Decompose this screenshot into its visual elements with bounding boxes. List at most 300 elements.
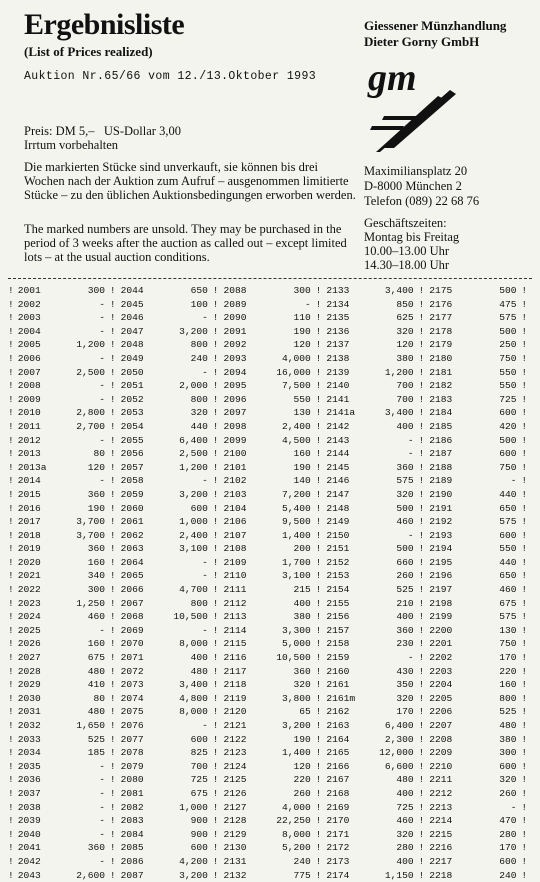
- company-name-line2: Dieter Gorny GmbH: [364, 34, 480, 49]
- lot-number: 2176: [429, 298, 453, 310]
- column-separator: !: [315, 869, 322, 881]
- column-separator: !: [418, 815, 425, 827]
- column-separator: !: [212, 597, 219, 609]
- column-separator: !: [212, 584, 219, 596]
- lot-number: 2020: [17, 556, 41, 568]
- column-separator: !: [212, 815, 219, 827]
- lot-number: 2137: [326, 339, 350, 351]
- column-separator: !: [212, 706, 219, 718]
- lot-number: 2152: [326, 556, 350, 568]
- table-row: [8, 814, 532, 828]
- lot-price: 4,800: [179, 692, 208, 704]
- lot-price: 440: [499, 488, 517, 500]
- lot-number: 2192: [429, 516, 453, 528]
- company-address: [364, 164, 479, 209]
- column-separator: !: [109, 529, 116, 541]
- table-row: [8, 379, 532, 393]
- column-separator: !: [521, 339, 528, 351]
- column-separator: !: [212, 488, 219, 500]
- lot-number: 2185: [429, 420, 453, 432]
- column-separator: !: [109, 665, 116, 677]
- column-separator: !: [315, 434, 322, 446]
- lot-number: 2073: [120, 679, 144, 691]
- lot-price: 575: [499, 516, 517, 528]
- column-separator: !: [521, 760, 528, 772]
- column-separator: !: [212, 461, 219, 473]
- lot-price: 600: [190, 733, 208, 745]
- lot-number: 2198: [429, 597, 453, 609]
- lot-price: 750: [499, 638, 517, 650]
- row-border-left: !: [8, 611, 14, 623]
- column-separator: !: [418, 774, 425, 786]
- column-separator: !: [212, 380, 219, 392]
- lot-price: 1,700: [282, 556, 311, 568]
- lot-price: 280: [396, 842, 414, 854]
- lot-price: -: [202, 720, 208, 731]
- hours-label: Geschäftszeiten:: [364, 216, 447, 230]
- row-border-left: !: [8, 352, 14, 364]
- lot-number: 2045: [120, 298, 144, 310]
- table-row: [8, 352, 532, 366]
- lot-price: -: [99, 760, 106, 772]
- column-separator: !: [212, 339, 219, 351]
- row-border-left: !: [8, 285, 14, 296]
- column-separator: !: [109, 801, 116, 813]
- table-row: [8, 719, 532, 733]
- lot-number: 2206: [429, 706, 453, 718]
- lot-price: 480: [190, 665, 208, 677]
- column-separator: !: [212, 652, 219, 664]
- lot-number: 2211: [429, 774, 453, 786]
- lot-number: 2218: [429, 869, 453, 881]
- row-border-left: !: [8, 706, 14, 718]
- lot-number: 2068: [120, 611, 144, 623]
- lot-number: 2084: [120, 828, 144, 840]
- lot-number: 2122: [223, 733, 247, 745]
- lot-number: 2186: [429, 434, 453, 446]
- price-line: Preis: DM 5,– US-Dollar 3,00: [24, 124, 181, 138]
- lot-price: 6,400: [179, 434, 208, 446]
- lot-number: 2159: [326, 652, 350, 664]
- row-border-left: !: [8, 842, 14, 854]
- column-separator: !: [315, 733, 322, 745]
- lot-number: 2070: [120, 638, 144, 650]
- lot-number: 2193: [429, 529, 453, 541]
- lot-number: 2141: [326, 393, 350, 405]
- lot-price: 2,400: [179, 529, 208, 541]
- lot-number: 2209: [429, 747, 453, 759]
- lot-number: 2172: [326, 842, 350, 854]
- row-border-left: !: [8, 570, 14, 582]
- row-border-left: !: [8, 665, 14, 677]
- lot-number: 2102: [223, 475, 247, 487]
- lot-price: 4,000: [282, 352, 311, 364]
- column-separator: !: [212, 611, 219, 623]
- lot-number: 2181: [429, 366, 453, 378]
- column-separator: !: [521, 638, 528, 650]
- lot-price: -: [407, 448, 414, 460]
- lot-number: 2072: [120, 665, 144, 677]
- column-separator: !: [418, 597, 425, 609]
- lot-price: 525: [499, 706, 517, 718]
- lot-number: 2034: [17, 747, 41, 759]
- lot-number: 2167: [326, 774, 350, 786]
- column-separator: !: [315, 475, 322, 487]
- lot-price: 650: [499, 570, 517, 582]
- column-separator: !: [212, 760, 219, 772]
- column-separator: !: [212, 733, 219, 745]
- lot-price: 200: [293, 543, 311, 555]
- lot-price: 575: [499, 611, 517, 623]
- lot-number: 2063: [120, 543, 144, 555]
- lot-number: 2169: [326, 801, 350, 813]
- column-separator: !: [212, 516, 219, 528]
- column-separator: !: [109, 652, 116, 664]
- column-separator: !: [109, 774, 116, 786]
- lot-number: 2098: [223, 420, 247, 432]
- lot-number: 2165: [326, 747, 350, 759]
- column-separator: !: [109, 570, 116, 582]
- lot-price: 340: [87, 570, 106, 582]
- column-separator: !: [418, 570, 425, 582]
- lot-price: 300: [87, 285, 106, 296]
- table-row: [8, 869, 532, 882]
- column-separator: !: [418, 312, 425, 324]
- lot-number: 2057: [120, 461, 144, 473]
- row-border-left: !: [8, 393, 14, 405]
- lot-price: 1,200: [76, 339, 106, 351]
- column-separator: !: [315, 420, 322, 432]
- lot-number: 2144: [326, 448, 350, 460]
- lot-price: 80: [93, 448, 106, 460]
- lot-number: 2182: [429, 380, 453, 392]
- column-separator: !: [521, 842, 528, 854]
- lot-price: 3,200: [179, 325, 208, 337]
- column-separator: !: [212, 855, 219, 867]
- table-row: [8, 583, 532, 597]
- column-separator: !: [109, 448, 116, 460]
- row-border-left: !: [8, 488, 14, 500]
- column-separator: !: [418, 298, 425, 310]
- column-separator: !: [418, 516, 425, 528]
- lot-number: 2076: [120, 720, 144, 731]
- lot-price: 700: [190, 760, 208, 772]
- lot-price: 210: [396, 597, 414, 609]
- lot-price: 430: [396, 665, 414, 677]
- column-separator: !: [315, 339, 322, 351]
- lot-number: 2114: [223, 624, 247, 636]
- lot-number: 2044: [120, 285, 144, 296]
- lot-price: 170: [499, 652, 517, 664]
- column-separator: !: [521, 393, 528, 405]
- lot-number: 2128: [223, 815, 247, 827]
- column-separator: !: [521, 611, 528, 623]
- column-separator: !: [109, 461, 116, 473]
- column-separator: !: [418, 380, 425, 392]
- column-separator: !: [212, 352, 219, 364]
- row-border-left: !: [8, 516, 14, 528]
- lot-price: 725: [396, 801, 414, 813]
- column-separator: !: [212, 285, 219, 296]
- lot-number: 2153: [326, 570, 350, 582]
- row-border-left: !: [8, 720, 14, 731]
- column-separator: !: [212, 312, 219, 324]
- lot-price: -: [202, 312, 208, 324]
- table-top-rule: [8, 278, 532, 279]
- column-separator: !: [212, 502, 219, 514]
- column-separator: !: [212, 570, 219, 582]
- column-separator: !: [521, 488, 528, 500]
- column-separator: !: [315, 624, 322, 636]
- column-separator: !: [315, 720, 322, 731]
- lot-number: 2146: [326, 475, 350, 487]
- column-separator: !: [109, 516, 116, 528]
- column-separator: !: [521, 475, 528, 487]
- lot-number: 2039: [17, 815, 41, 827]
- row-border-left: !: [8, 584, 14, 596]
- lot-number: 2017: [17, 516, 41, 528]
- column-separator: !: [521, 855, 528, 867]
- lot-number: 2037: [17, 787, 41, 799]
- column-separator: !: [521, 787, 528, 799]
- column-separator: !: [212, 420, 219, 432]
- column-separator: !: [521, 380, 528, 392]
- table-row: [8, 665, 532, 679]
- column-separator: !: [315, 556, 322, 568]
- row-border-left: !: [8, 828, 14, 840]
- lot-number: 2093: [223, 352, 247, 364]
- lot-price: -: [99, 475, 106, 487]
- table-row: [8, 298, 532, 312]
- column-separator: !: [418, 529, 425, 541]
- lot-number: 2004: [17, 325, 41, 337]
- lot-price: 100: [190, 298, 208, 310]
- table-row: [8, 610, 532, 624]
- lot-number: 2161: [326, 679, 350, 691]
- lot-price: 3,200: [179, 869, 208, 881]
- lot-price: 725: [190, 774, 208, 786]
- lot-price: 6,400: [384, 720, 414, 731]
- lot-price: 2,300: [384, 733, 414, 745]
- table-row: [8, 841, 532, 855]
- lot-number: 2141a: [326, 407, 356, 419]
- lot-price: 2,800: [76, 407, 106, 419]
- lot-number: 2180: [429, 352, 453, 364]
- lot-price: -: [202, 366, 208, 378]
- row-border-left: !: [8, 475, 14, 487]
- company-name: [364, 18, 506, 50]
- lot-price: 600: [499, 448, 517, 460]
- lot-number: 2069: [120, 624, 144, 636]
- lot-number: 2033: [17, 733, 41, 745]
- lot-price: 1,400: [282, 529, 311, 541]
- lot-price: 3,400: [384, 285, 414, 296]
- lot-price: 4,500: [282, 434, 311, 446]
- lot-price: 410: [87, 679, 106, 691]
- lot-number: 2097: [223, 407, 247, 419]
- column-separator: !: [521, 543, 528, 555]
- lot-price: 725: [499, 393, 517, 405]
- lot-number: 2022: [17, 584, 41, 596]
- lot-price: 420: [499, 420, 517, 432]
- row-border-left: !: [8, 597, 14, 609]
- column-separator: !: [521, 801, 528, 813]
- lot-price: 600: [499, 407, 517, 419]
- column-separator: !: [521, 352, 528, 364]
- column-separator: !: [212, 434, 219, 446]
- lot-number: 2113: [223, 611, 247, 623]
- lot-price: 3,200: [282, 720, 311, 731]
- column-separator: !: [109, 407, 116, 419]
- row-border-left: !: [8, 420, 14, 432]
- lot-number: 2103: [223, 488, 247, 500]
- lot-price: 675: [499, 597, 517, 609]
- lot-price: 12,000: [379, 747, 414, 759]
- lot-price: 750: [499, 352, 517, 364]
- column-separator: !: [418, 720, 425, 731]
- lot-number: 2101: [223, 461, 247, 473]
- column-separator: !: [315, 570, 322, 582]
- lot-price: -: [99, 801, 106, 813]
- lot-price: 700: [396, 380, 414, 392]
- table-row: [8, 801, 532, 815]
- table-row: [8, 637, 532, 651]
- column-separator: !: [109, 502, 116, 514]
- column-separator: !: [315, 774, 322, 786]
- lot-number: 2042: [17, 855, 41, 867]
- lot-price: 480: [87, 665, 106, 677]
- lot-number: 2082: [120, 801, 144, 813]
- lot-number: 2119: [223, 692, 247, 704]
- column-separator: !: [418, 420, 425, 432]
- lot-number: 2177: [429, 312, 453, 324]
- table-row: [8, 434, 532, 448]
- column-separator: !: [212, 801, 219, 813]
- lot-number: 2089: [223, 298, 247, 310]
- lot-price: 400: [293, 597, 311, 609]
- lot-price: 400: [190, 652, 208, 664]
- lot-price: 10,500: [173, 611, 208, 623]
- lot-price: 460: [396, 516, 414, 528]
- lot-price: 500: [499, 434, 517, 446]
- table-row: [8, 692, 532, 706]
- lot-number: 2075: [120, 706, 144, 718]
- lot-price: -: [99, 624, 106, 636]
- column-separator: !: [315, 584, 322, 596]
- column-separator: !: [109, 393, 116, 405]
- row-border-left: !: [8, 448, 14, 460]
- lot-number: 2036: [17, 774, 41, 786]
- lot-number: 2199: [429, 611, 453, 623]
- row-border-left: !: [8, 815, 14, 827]
- column-separator: !: [109, 475, 116, 487]
- column-separator: !: [109, 624, 116, 636]
- column-separator: !: [521, 665, 528, 677]
- lot-price: 500: [499, 325, 517, 337]
- column-separator: !: [212, 869, 219, 881]
- column-separator: !: [418, 652, 425, 664]
- lot-price: 650: [190, 285, 208, 296]
- company-name-line1: Giessener Münzhandlung: [364, 18, 507, 33]
- lot-price: 825: [190, 747, 208, 759]
- column-separator: !: [212, 393, 219, 405]
- company-logo: [364, 56, 458, 154]
- row-border-left: !: [8, 855, 14, 867]
- column-separator: !: [315, 488, 322, 500]
- row-border-left: !: [8, 434, 14, 446]
- lot-number: 2002: [17, 298, 41, 310]
- lot-number: 2112: [223, 597, 247, 609]
- lot-price: 130: [499, 624, 517, 636]
- lot-price: 3,400: [384, 407, 414, 419]
- lot-number: 2096: [223, 393, 247, 405]
- lot-number: 2132: [223, 869, 247, 881]
- table-row: [8, 529, 532, 543]
- lot-price: 400: [396, 787, 414, 799]
- lot-price: 3,200: [179, 488, 208, 500]
- lot-number: 2048: [120, 339, 144, 351]
- row-border-left: !: [8, 733, 14, 745]
- column-separator: !: [418, 339, 425, 351]
- lot-number: 2035: [17, 760, 41, 772]
- column-separator: !: [315, 652, 322, 664]
- lot-number: 2095: [223, 380, 247, 392]
- lot-price: 470: [499, 815, 517, 827]
- column-separator: !: [109, 325, 116, 337]
- column-separator: !: [418, 869, 425, 881]
- lot-number: 2166: [326, 760, 350, 772]
- column-separator: !: [212, 842, 219, 854]
- lot-price: 360: [87, 543, 106, 555]
- lot-price: 480: [87, 706, 106, 718]
- lot-price: 4,700: [179, 584, 208, 596]
- lot-price: 360: [87, 488, 106, 500]
- hours-afternoon: 14.30–18.00 Uhr: [364, 258, 450, 272]
- column-separator: !: [315, 692, 322, 704]
- column-separator: !: [109, 638, 116, 650]
- lot-number: 2014: [17, 475, 41, 487]
- column-separator: !: [212, 366, 219, 378]
- lot-price: 160: [293, 448, 311, 460]
- lot-price: 300: [293, 285, 311, 296]
- lot-price: 525: [87, 733, 106, 745]
- lot-number: 2067: [120, 597, 144, 609]
- lot-price: 700: [396, 393, 414, 405]
- column-separator: !: [521, 584, 528, 596]
- column-separator: !: [521, 298, 528, 310]
- lot-number: 2124: [223, 760, 247, 772]
- lot-number: 2106: [223, 516, 247, 528]
- column-separator: !: [109, 380, 116, 392]
- lot-price: 350: [396, 679, 414, 691]
- price-info: [24, 124, 181, 152]
- column-separator: !: [315, 543, 322, 555]
- lot-number: 2123: [223, 747, 247, 759]
- lot-number: 2092: [223, 339, 247, 351]
- lot-price: -: [99, 298, 106, 310]
- lot-price: 300: [87, 584, 106, 596]
- column-separator: !: [521, 448, 528, 460]
- lot-number: 2040: [17, 828, 41, 840]
- lot-number: 2023: [17, 597, 41, 609]
- lot-number: 2184: [429, 407, 453, 419]
- lot-number: 2163: [326, 720, 350, 731]
- column-separator: !: [521, 747, 528, 759]
- column-separator: !: [418, 407, 425, 419]
- lot-number: 2140: [326, 380, 350, 392]
- lot-price: 10,500: [276, 652, 311, 664]
- lot-number: 2138: [326, 352, 350, 364]
